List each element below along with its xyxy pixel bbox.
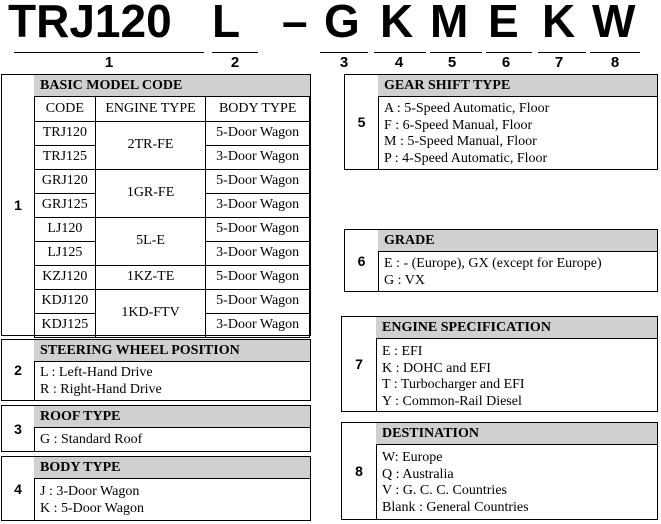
list-item: W: Europe xyxy=(382,450,443,465)
model-code-underline-5 xyxy=(430,52,482,53)
model-code-part-7: K xyxy=(542,0,576,47)
section-items xyxy=(378,101,657,167)
list-item: Q : Australia xyxy=(382,466,454,482)
model-code-dash: – xyxy=(282,0,308,47)
section-number: 6 xyxy=(345,230,379,291)
destination-section xyxy=(341,422,658,520)
model-code-number-8: 8 xyxy=(610,54,620,71)
table-row xyxy=(35,121,310,145)
column-header-code: CODE xyxy=(35,96,96,121)
model-code-underline-3 xyxy=(320,52,368,53)
list-item: E : EFI xyxy=(382,344,423,359)
list-item: E : - (Europe), GX (except for Europe) xyxy=(384,256,602,271)
section-items xyxy=(34,484,310,517)
list-item: M : 5-Speed Manual, Floor xyxy=(384,134,537,149)
list-item: F : 6-Speed Manual, Floor xyxy=(384,117,533,133)
model-code-underline-2 xyxy=(212,52,258,53)
list-item: K : 5-Door Wagon xyxy=(40,500,144,516)
model-code-part-2: L xyxy=(212,0,241,47)
section-number: 5 xyxy=(345,75,379,169)
column-header-engine-type: ENGINE TYPE xyxy=(95,96,206,121)
list-item: T : Turbocharger and EFI xyxy=(382,377,525,392)
engine-type-cell: 1GR-FE xyxy=(95,169,206,217)
code-cell: KDJ125 xyxy=(35,313,96,337)
code-cell: LJ125 xyxy=(35,241,96,265)
body-type-cell: 3-Door Wagon xyxy=(206,313,310,337)
body-type-cell: 5-Door Wagon xyxy=(206,289,310,313)
engine-type-cell: 1KZ-TE xyxy=(95,265,206,289)
body-type-cell: 5-Door Wagon xyxy=(206,121,310,145)
model-code-number-2: 2 xyxy=(230,54,240,71)
code-cell: KDJ120 xyxy=(35,289,96,313)
roof-type-section xyxy=(1,405,311,452)
section-items xyxy=(376,450,657,516)
section-items xyxy=(376,344,657,410)
basic-model-code-section xyxy=(1,74,311,336)
model-code-part-4: K xyxy=(380,0,414,47)
model-code-underline-1 xyxy=(14,52,204,53)
engine-specification-section xyxy=(341,316,658,412)
section-title: BASIC MODEL CODE xyxy=(34,75,310,97)
model-code-underline-6 xyxy=(486,52,532,53)
body-type-cell: 5-Door Wagon xyxy=(206,217,310,241)
list-item: J : 3-Door Wagon xyxy=(40,484,140,499)
model-code-underline-4 xyxy=(374,52,426,53)
section-number: 2 xyxy=(2,340,35,400)
body-type-cell: 5-Door Wagon xyxy=(206,265,310,289)
section-items xyxy=(34,432,310,449)
model-code-part-3: G xyxy=(324,0,360,47)
table-header-row xyxy=(35,96,310,121)
gear-shift-type-section xyxy=(344,74,658,170)
model-code-number-6: 6 xyxy=(501,54,511,71)
section-title: STEERING WHEEL POSITION xyxy=(34,340,310,362)
model-code-underline-8 xyxy=(590,52,640,53)
section-number: 1 xyxy=(2,75,35,335)
steering-wheel-position-section xyxy=(1,339,311,401)
section-title: ROOF TYPE xyxy=(34,406,310,428)
model-code-number-7: 7 xyxy=(554,54,564,71)
section-items xyxy=(34,365,310,398)
section-title: ENGINE SPECIFICATION xyxy=(376,317,657,339)
model-code-number-3: 3 xyxy=(339,54,349,71)
table-row xyxy=(35,289,310,313)
code-cell: GRJ125 xyxy=(35,193,96,217)
code-cell: TRJ125 xyxy=(35,145,96,169)
model-code-number-4: 4 xyxy=(394,54,404,71)
model-code-part-1: TRJ120 xyxy=(8,0,172,47)
section-title: GRADE xyxy=(378,230,657,252)
model-code-part-5: M xyxy=(430,0,469,47)
section-number: 7 xyxy=(342,317,377,411)
list-item: G : VX xyxy=(384,272,425,288)
list-item: L : Left-Hand Drive xyxy=(40,365,153,380)
list-item: Blank : General Countries xyxy=(382,499,529,515)
body-type-cell: 3-Door Wagon xyxy=(206,193,310,217)
model-code-number-5: 5 xyxy=(447,54,457,71)
body-type-cell: 5-Door Wagon xyxy=(206,169,310,193)
body-type-cell: 3-Door Wagon xyxy=(206,241,310,265)
list-item: R : Right-Hand Drive xyxy=(40,381,162,397)
code-cell: GRJ120 xyxy=(35,169,96,193)
body-type-cell: 3-Door Wagon xyxy=(206,145,310,169)
table-row xyxy=(35,265,310,289)
column-header-body-type: BODY TYPE xyxy=(206,96,310,121)
section-title: GEAR SHIFT TYPE xyxy=(378,75,657,97)
model-code-part-6: E xyxy=(488,0,519,47)
table-row xyxy=(35,169,310,193)
table-row xyxy=(35,217,310,241)
model-code-underline-7 xyxy=(538,52,586,53)
list-item: Y : Common-Rail Diesel xyxy=(382,393,522,409)
section-number: 8 xyxy=(342,423,377,519)
body-type-section xyxy=(1,456,311,521)
list-item: K : DOHC and EFI xyxy=(382,360,491,376)
engine-type-cell: 1KD-FTV xyxy=(95,289,206,337)
code-cell: KZJ120 xyxy=(35,265,96,289)
section-title: DESTINATION xyxy=(376,423,657,445)
section-number: 3 xyxy=(2,406,35,451)
list-item: A : 5-Speed Automatic, Floor xyxy=(384,101,550,116)
section-items xyxy=(378,256,657,289)
engine-type-cell: 2TR-FE xyxy=(95,121,206,169)
code-cell: LJ120 xyxy=(35,217,96,241)
code-cell: TRJ120 xyxy=(35,121,96,145)
model-code-number-1: 1 xyxy=(104,54,114,71)
list-item: P : 4-Speed Automatic, Floor xyxy=(384,150,548,166)
model-code-part-8: W xyxy=(592,0,636,47)
section-number: 4 xyxy=(2,457,35,520)
grade-section xyxy=(344,229,658,292)
list-item: G : Standard Roof xyxy=(40,432,143,447)
basic-model-table xyxy=(34,96,310,338)
engine-type-cell: 5L-E xyxy=(95,217,206,265)
list-item: V : G. C. C. Countries xyxy=(382,483,507,498)
section-title: BODY TYPE xyxy=(34,457,310,479)
